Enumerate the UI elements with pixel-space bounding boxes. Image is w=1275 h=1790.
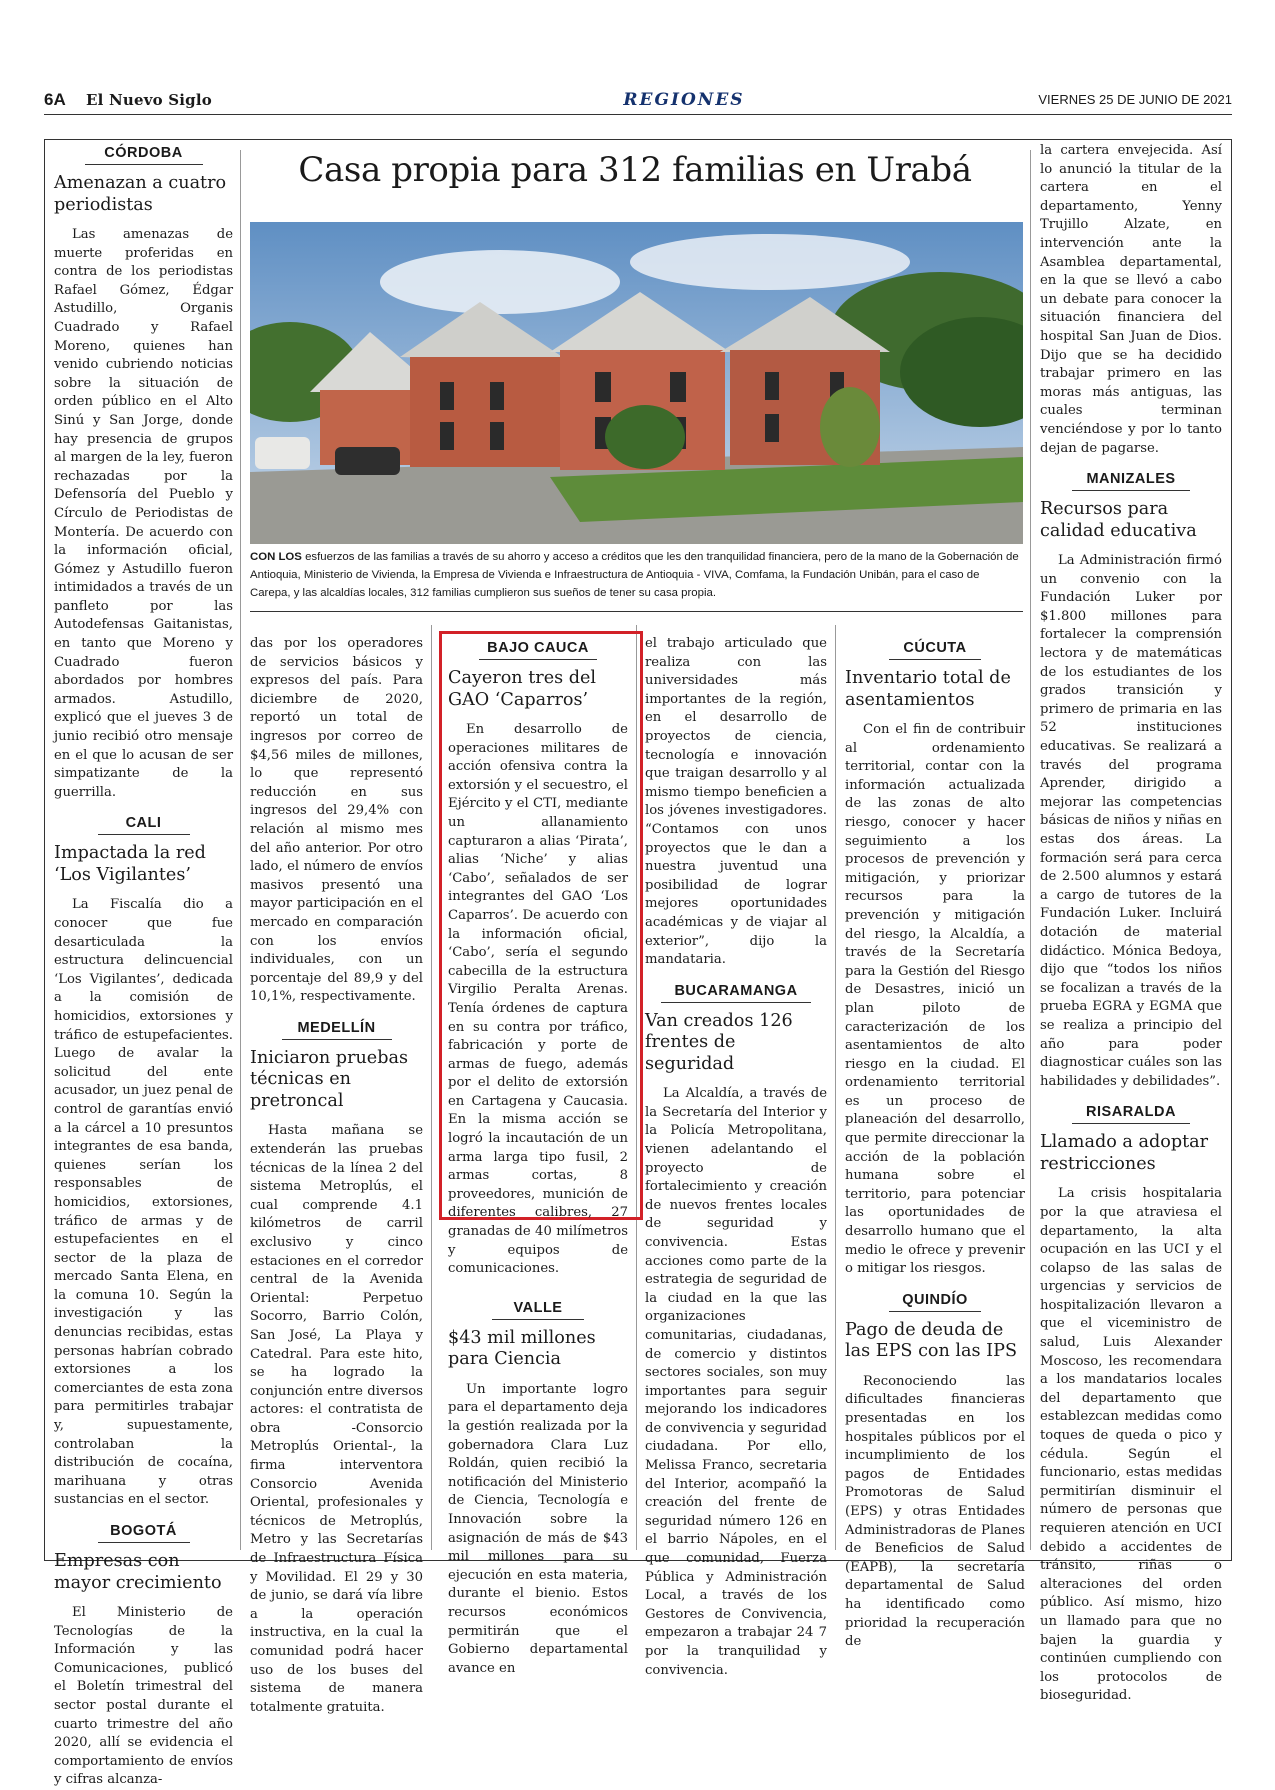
article-body-quindio: Reconociendo las dificultades financieras presentadas en los hospitales públicos por el incumplimiento de los pagos de Entidades Promotoras de Salud (EPS) y otras Entidades Administradoras de Planes de Beneficios de Salud (EAPB), la secretaría departamental de Salud ha identificado como prioridad la recuperación de xyxy=(845,1373,1025,1650)
article-body-bajo-cauca: En desarrollo de operaciones militares de acción ofensiva contra la extorsión y el secuestro, el Ejército y el CTI, mediante un allanamiento capturaron a alias ‘Pirata’, alias ‘Niche’ y alias ‘Cabo’, señalados de ser integrantes del GAO ‘Los Caparros’. De acuerdo con la información oficial, ‘Cabo’, sería el segundo cabecilla de la estructura Virgilio Peralta Arenas. Tenía órdenes de captura en su contra por tráfico, fabricación y porte de armas de fuego, además por el delito de extorsión en Cartagena y Caucasia. En la misma acción se logró la incautación de un arma larga tipo fusil, 2 armas cortas, 8 proveedores, munición de diferentes calibres, 27 granadas de 40 milímetros y equipos de comunicaciones. xyxy=(448,722,628,1277)
section-tag-cucuta: CÚCUTA xyxy=(889,637,981,660)
photo-caption xyxy=(250,548,1023,602)
headline-quindio: Pago de deuda de las EPS con las IPS xyxy=(845,1319,1018,1362)
column-5 xyxy=(845,637,1025,1652)
column-1 xyxy=(54,142,233,1790)
article-body-cucuta: Con el fin de contribuir al ordenamiento territorial, contar con la información actualizada de las zonas de alto riesgo, conocer y hacer seguimiento a los procesos de prevención y mitigación, y priorizar recursos para la prevención y mitigación del riesgo, la Alcaldía, a través de la Secretaría para la Gestión del Riesgo de Desastres, inició un plan piloto de caracterización de los asentamientos de alto riesgo en la ciudad. El ordenamiento territorial es un proceso de planeación del desarrollo, que permite direccionar la acción de la población humana sobre el territorio, para potenciar las oportunidades de desarrollo humano que el medio le ofrece y prevenir o mitigar los riesgos. xyxy=(845,722,1025,1277)
headline-cali: Impactada la red ‘Los Vigilantes’ xyxy=(54,843,206,885)
article-body-medellin: Hasta mañana se extenderán las pruebas técnicas de la línea 2 del sistema Metroplús, el cual comprende 4.1 kilómetros de carril exclusivo y cinco estaciones en el corredor central de la Avenida Oriental: Perpetuo Socorro, Barrio Colón, San José, La Playa y Catedral. Para este hito, se ha logrado la conjunción entre diversos actores: el contratista de obra -Consorcio Metroplús Oriental-, la firma interventora Consorcio Avenida Oriental, profesionales y técnicos de Metroplús, Metro y las Secretarías de Infraestructura Física y Movilidad. El 29 y 30 de junio, se dará vía libre a la operación instructiva, en la cual la comunidad podrá hacer uso de los buses del sistema de manera totalmente gratuita. xyxy=(250,1123,423,1715)
headline-bucaramanga: Van creados 126 frentes de seguridad xyxy=(645,1010,793,1074)
page-number: 6A xyxy=(44,90,66,109)
column-rule xyxy=(240,150,241,1550)
column-rule xyxy=(835,625,836,1550)
section-tag-bogota: BOGOTÁ xyxy=(98,1520,190,1543)
section-tag-valle: VALLE xyxy=(492,1297,584,1320)
masthead: El Nuevo Siglo xyxy=(86,91,212,109)
column-6 xyxy=(1040,142,1222,1706)
section-tag-cordoba: CÓRDOBA xyxy=(85,142,203,165)
section-tag-risaralda: RISARALDA xyxy=(1072,1101,1190,1124)
headline-cucuta: Inventario total de asentamientos xyxy=(845,668,1011,710)
article-body-cali: La Fiscalía dio a conocer que fue desarticulada la estructura delincuencial ‘Los Vigilantes’, dedicada a la comisión de homicidios, extorsiones y tráfico de estupefacientes. Luego de avalar la solicitud del ente acusador, un juez penal de control de garantías envió a la cárcel a 10 presuntos integrantes de esa banda, quienes serían los responsables de homicidios, extorsiones, tráfico de armas y de estupefacientes en el sector de la plaza de mercado Santa Elena, en la comuna 10. Según la investigación y las denuncias recibidas, estas personas habrían cobrado extorsiones a los comerciantes de esta zona para permitirles trabajar y, supuestamente, controlaban la distribución de cocaína, marihuana y otras sustancias en el sector. xyxy=(54,897,233,1508)
article-body-manizales: La Administración firmó un convenio con la Fundación Luker por $1.800 millones para fortalecer la comprensión lectora y de matemáticas de los estudiantes de los grados transición y primero de primaria en las 52 instituciones educativas. Se realizará a través del programa Aprender, dirigido a mejorar las competencias básicas de niños y niñas en estas dos áreas. La formación será para cerca de 2.500 alumnos y estará a cargo de tutores de la Fundación Luker. Incluirá dotación de material didáctico. Mónica Bedoya, dijo que “todos los niños se focalizan a través de la prueba EGRA y EGMA que se realiza a principio del año para poder diagnosticar cuáles son las habilidades y debilidades”. xyxy=(1040,553,1223,1089)
column-4 xyxy=(645,635,827,1680)
headline-manizales: Recursos para calidad educativa xyxy=(1040,499,1197,541)
headline-risaralda: Llamado a adoptar restricciones xyxy=(1040,1132,1209,1174)
article-body-valle-cont: el trabajo articulado que realiza con las universidades más importantes de la región, en el desarrollo de proyectos de ciencia, tecnología e innovación que traigan desarrollo y al mismo tiempo beneficien a los jóvenes investigadores. “Contamos con unos proyectos que le dan a nuestra juventud una posibilidad de lograr mejores oportunidades académicas y de viajar al exterior”, dijo la mandataria. xyxy=(645,636,827,968)
column-3 xyxy=(448,637,628,1678)
caption-lead: CON LOS xyxy=(250,551,302,563)
issue-date: VIERNES 25 DE JUNIO DE 2021 xyxy=(1038,92,1232,107)
section-tag-quindio: QUINDÍO xyxy=(889,1289,981,1312)
article-body-valle: Un importante logro para el departamento deja la gestión realizada por la gobernadora Clara Luz Roldán, quien recibió la notificación del Ministerio de Ciencia, Tecnología e Innovación sobre la asignación de más de $43 mil millones para su ejecución en esta materia, durante el bienio. Estos recursos económicos permitirán que el Gobierno departamental avance en xyxy=(448,1381,628,1676)
section-tag-cali: CALI xyxy=(98,812,190,835)
article-body-bogota-cont: das por los operadores de servicios básicos y expresos del país. Para diciembre de 2020, reportó un total de ingresos por correo de $4,56 miles de millones, lo que representó reducción en sus ingresos del 29,4% con relación al mismo mes del año anterior. Por otro lado, el número de envíos masivos presentó una mayor participación en el mercado en comparación con los envíos individuales, con un porcentaje del 89,9 y del 10,1%, respectivamente. xyxy=(250,636,423,1005)
caption-text: esfuerzos de las familias a través de su ahorro y acceso a créditos que les den tranquilidad financiera, pero de la mano de la Gobernación de Antioquia, Ministerio de Vivienda, la Empresa de Vivienda e Infraestructura de Antioquia - VIVA, Comfama, la Fundación Unibán, para el caso de Carepa, y las alcaldías locales, 312 familias cumplieron sus sueños de tener su casa propia. xyxy=(250,551,1019,599)
housing-photo-illustration xyxy=(250,222,1023,544)
column-rule xyxy=(431,625,432,1550)
article-body-cordoba: Las amenazas de muerte proferidas en contra de los periodistas Rafael Gómez, Édgar Astudillo, Organis Cuadrado y Rafael Moreno, quienes han venido cubriendo noticias sobre la situación de orden público en el Alto Sinú y San Jorge, donde hay presencia de grupos al margen de la ley, fueron rechazadas por la Defensoría del Pueblo y Círculo de Periodistas de Montería. De acuerdo con la información oficial, Gómez y Astudillo fueron intimidados a través de un panfleto por las Autodefensas Gaitanistas, en tanto que Moreno y Cuadrado fueron abordados por hombres armados. Astudillo, explicó que el jueves 3 de junio recibió otro mensaje en el que lo acusan de ser simpatizante de la guerrilla. xyxy=(54,227,233,800)
article-body-quindio-cont: la cartera envejecida. Así lo anunció la titular de la cartera en el departamento, Yenny Trujillo Alzate, en intervención ante la Asamblea departamental, en la que se llevó a cabo un debate para conocer la situación financiera del hospital San Juan de Dios. Dijo que se ha decidido trabajar primero en las moras más antiguas, las cuales terminan venciéndose y por lo tanto dejan de pagarse. xyxy=(1040,143,1222,456)
caption-divider xyxy=(250,611,1023,612)
headline-bogota: Empresas con mayor crecimiento xyxy=(54,1551,222,1593)
page-header xyxy=(44,90,1232,115)
column-2 xyxy=(250,635,423,1717)
article-body-bucaramanga: La Alcaldía, a través de la Secretaría del Interior y la Policía Metropolitana, vienen adelantando el proyecto de fortalecimiento y creación de nuevos frentes locales de seguridad y convivencia. Estas acciones como parte de la estrategia de seguridad de la ciudad en la que las organizaciones comunitarias, ciudadanas, de comercio y distintos sectores sociales, son muy importantes para seguir mejorando los indicadores de convivencia y seguridad ciudadana. Por ello, Melissa Franco, secretaria del Interior, acompañó la creación del frente de seguridad número 126 en el barrio Nápoles, en el que comunidad, Fuerza Pública y Administración Local, a través de los Gestores de Convivencia, empezaron a trabajar 24 7 por la tranquilidad y convivencia. xyxy=(645,1086,827,1678)
article-body-risaralda: La crisis hospitalaria por la que atraviesa el departamento, la alta ocupación en las UCI y el colapso de las salas de urgencias y servicios de hospitalización llevaron a que el viceministro de salud, Luis Alexander Moscoso, les recomendara a los mandatarios locales del departamento que establezcan medidas como toques de queda o pico y cédula. Según el funcionario, estas medidas permitirían disminuir el número de personas que requieren atención en UCI debido a accidentes de tránsito, riñas o alteraciones del orden público. Así mismo, hizo un llamado para que no bajen la guardia y continúen cumpliendo con los protocolos de bioseguridad. xyxy=(1040,1186,1222,1704)
column-rule xyxy=(1030,150,1031,1550)
article-body-bogota: El Ministerio de Tecnologías de la Información y las Comunicaciones, publicó el Boletín trimestral del sector postal durante el cuarto trimestre del año 2020, allí se evidencia el comportamiento de envíos y cifras alcanza- xyxy=(54,1605,233,1788)
section-tag-bajo-cauca: BAJO CAUCA xyxy=(479,637,597,660)
lead-headline: Casa propia para 312 familias en Urabá xyxy=(298,150,972,190)
section-tag-bucaramanga: BUCARAMANGA xyxy=(661,980,811,1003)
headline-cordoba: Amenazan a cuatro periodistas xyxy=(54,173,227,215)
section-tag-manizales: MANIZALES xyxy=(1072,468,1190,491)
section-name: REGIONES xyxy=(623,90,745,110)
headline-bajo-cauca: Cayeron tres del GAO ‘Caparros’ xyxy=(448,668,597,710)
headline-medellin: Iniciaron pruebas técnicas en pretroncal xyxy=(250,1047,409,1111)
housing-photo xyxy=(250,222,1023,544)
section-tag-medellin: MEDELLÍN xyxy=(282,1017,392,1040)
headline-valle: $43 mil millones para Ciencia xyxy=(448,1327,596,1370)
